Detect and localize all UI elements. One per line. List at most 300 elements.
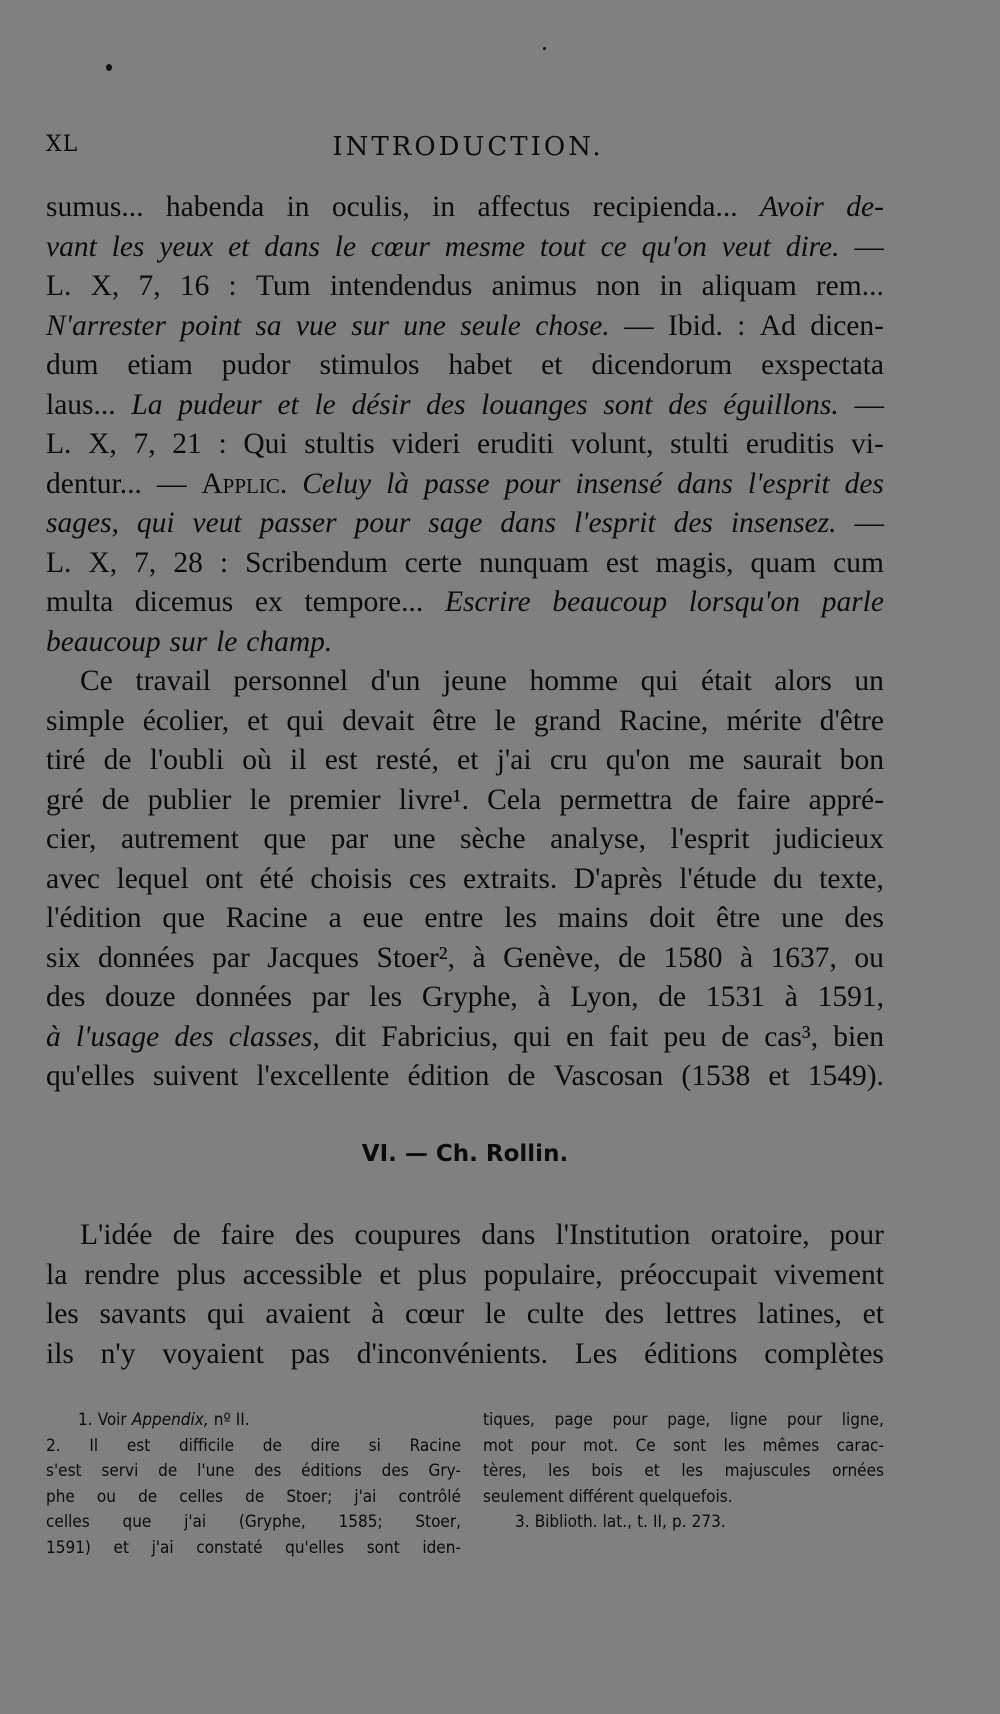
word: L. xyxy=(46,428,72,460)
word: sages, xyxy=(46,507,119,539)
word: passe xyxy=(424,467,490,500)
word: à xyxy=(46,1020,61,1053)
word: nº xyxy=(213,1410,231,1430)
footnote-line xyxy=(46,1510,461,1536)
word: savants xyxy=(99,1298,187,1330)
footnote-line xyxy=(483,1434,884,1460)
word: de xyxy=(158,1461,178,1481)
word: de xyxy=(172,1219,201,1251)
text-line xyxy=(46,781,884,821)
word: oratoire, xyxy=(710,1219,810,1251)
word: 1591) xyxy=(46,1537,91,1558)
word: 3. xyxy=(515,1512,530,1532)
word: mérite xyxy=(726,704,802,737)
word: 16 xyxy=(179,270,210,302)
word: difficile xyxy=(178,1435,235,1456)
word: et xyxy=(277,388,299,421)
word: des xyxy=(381,1461,409,1481)
word: l'esprit xyxy=(670,823,750,855)
text-line xyxy=(46,741,884,781)
word: voyaient xyxy=(162,1337,264,1370)
word: chose. xyxy=(535,309,610,342)
word: pas xyxy=(290,1337,330,1370)
word: des xyxy=(668,388,708,421)
word: désir xyxy=(351,388,411,421)
word: qu'on xyxy=(605,744,671,776)
word: Genève, xyxy=(503,941,601,974)
word: les xyxy=(681,1461,703,1481)
word: sa xyxy=(255,309,282,342)
word: oculis, xyxy=(331,191,410,223)
word: ligne, xyxy=(841,1410,884,1430)
word: beaucoup xyxy=(46,625,161,658)
word: l'esprit xyxy=(747,467,830,500)
word: écolier, xyxy=(142,704,230,737)
body-text xyxy=(46,188,884,1097)
word: peu xyxy=(663,1020,707,1053)
word: mot xyxy=(483,1435,514,1456)
word: pudeur xyxy=(178,388,262,421)
word: seulement xyxy=(483,1486,564,1507)
word: tiques, xyxy=(483,1410,535,1430)
word: travail xyxy=(135,665,211,697)
word: ont xyxy=(205,862,243,895)
footnote-line xyxy=(46,1485,461,1511)
word: : xyxy=(218,428,227,460)
word: qui xyxy=(136,507,175,539)
word: latines, xyxy=(757,1298,842,1330)
word: les xyxy=(548,1461,570,1481)
word: fait xyxy=(609,1020,649,1053)
ink-speck xyxy=(106,64,112,71)
word: Voir xyxy=(97,1410,127,1430)
word: in xyxy=(286,191,310,223)
word: Stoer; xyxy=(286,1486,333,1507)
word: Ibid. xyxy=(668,309,723,342)
word: majuscules xyxy=(724,1461,811,1481)
word: Applic. xyxy=(201,467,288,500)
word: de xyxy=(245,1486,265,1507)
word: est xyxy=(605,546,639,579)
text-line xyxy=(46,899,884,939)
word: cœur xyxy=(405,1298,465,1330)
word: aliquam xyxy=(701,270,797,302)
word: était xyxy=(700,665,752,697)
word: plus xyxy=(417,1258,467,1291)
text-line xyxy=(46,1057,884,1097)
word: eue xyxy=(362,902,404,934)
word: sont xyxy=(366,1537,400,1558)
word: accessible xyxy=(242,1258,363,1291)
word: dans xyxy=(481,1219,536,1251)
word: une xyxy=(403,309,446,342)
word: sont xyxy=(673,1435,707,1456)
word: être xyxy=(432,704,477,737)
word: tiré xyxy=(46,744,86,776)
word: et xyxy=(541,349,563,381)
footnote-line xyxy=(483,1485,884,1511)
word: seule xyxy=(460,309,521,342)
word: à xyxy=(784,981,798,1013)
word: des xyxy=(844,902,884,934)
word: louanges xyxy=(481,388,588,421)
word: suivent xyxy=(152,1060,239,1092)
word: cœur xyxy=(370,230,430,263)
word: la xyxy=(46,1258,68,1291)
word: L. xyxy=(46,546,72,579)
word: exspectata xyxy=(761,349,884,381)
word: le xyxy=(494,704,516,737)
word: dit xyxy=(334,1020,366,1053)
word: livre¹. xyxy=(398,783,470,816)
word: et xyxy=(457,744,479,776)
word: j'ai xyxy=(151,1537,174,1558)
word: été xyxy=(259,862,294,895)
word: des xyxy=(254,1461,282,1481)
word: et xyxy=(379,1258,401,1291)
ink-speck xyxy=(543,47,546,50)
word: contrôlé xyxy=(398,1486,461,1507)
word: par xyxy=(212,941,250,974)
word: l'étude xyxy=(679,862,757,895)
word: p. xyxy=(671,1512,687,1532)
word: s'est xyxy=(46,1461,82,1481)
word: autrement xyxy=(120,823,239,855)
word: beaucoup xyxy=(552,586,668,618)
word: Scribendum xyxy=(245,546,388,579)
word: sur xyxy=(169,625,208,658)
text-line xyxy=(46,860,884,900)
word: 273. xyxy=(691,1512,726,1532)
word: passer xyxy=(259,507,337,539)
word: quam xyxy=(750,546,817,579)
word: édition xyxy=(407,1060,490,1092)
word: une xyxy=(392,823,436,855)
word: habenda xyxy=(165,191,265,223)
word: six xyxy=(46,941,81,974)
word: animus xyxy=(491,270,577,302)
word: Celuy xyxy=(302,467,372,500)
word: qui xyxy=(513,1020,552,1053)
word: : xyxy=(228,270,237,302)
word: à xyxy=(371,1298,385,1330)
word: un xyxy=(854,665,884,697)
word: complètes xyxy=(764,1337,884,1370)
word: II, xyxy=(653,1512,667,1532)
word: servi xyxy=(101,1461,139,1481)
footnote-line xyxy=(483,1408,884,1434)
word: 1591, xyxy=(817,981,884,1013)
word: de xyxy=(721,1020,750,1053)
word: insensez. xyxy=(730,507,837,539)
word: rem... xyxy=(815,270,884,302)
word: que xyxy=(162,902,205,934)
text-line xyxy=(46,1256,884,1296)
quotation-paragraph xyxy=(46,188,884,662)
word: t. xyxy=(637,1512,648,1532)
footnote-line xyxy=(46,1459,461,1485)
word: l'excellente xyxy=(256,1060,390,1092)
word: Cela xyxy=(487,783,542,816)
footnote-line xyxy=(483,1459,884,1485)
word: l'une xyxy=(197,1461,235,1481)
word: Tum xyxy=(255,270,311,302)
word: L. xyxy=(46,270,72,302)
word: qu'elles xyxy=(285,1537,345,1558)
word: X, xyxy=(90,270,120,302)
word: vue xyxy=(295,309,337,342)
text-line xyxy=(46,504,884,544)
word: phe xyxy=(46,1486,75,1507)
text-line xyxy=(46,188,884,228)
word: dum xyxy=(46,349,99,381)
word: constaté xyxy=(196,1537,263,1558)
word: X, xyxy=(88,428,117,460)
word: etiam xyxy=(127,349,193,381)
word: à xyxy=(537,981,551,1013)
word: 1549). xyxy=(807,1060,884,1092)
word: qui xyxy=(286,704,325,737)
section-heading: VI. — Ch. Rollin. xyxy=(361,1141,569,1167)
word: stultis xyxy=(304,428,375,460)
word: stulti xyxy=(670,428,730,460)
word: bois xyxy=(591,1461,623,1481)
word: culte xyxy=(526,1298,585,1330)
word: des xyxy=(844,467,884,500)
word: à xyxy=(472,941,486,974)
word: que xyxy=(122,1512,152,1532)
word: qui xyxy=(207,1298,245,1330)
word: nunquam xyxy=(479,546,589,579)
word: videri xyxy=(391,428,461,460)
word: — xyxy=(156,467,187,500)
word: quelquefois. xyxy=(638,1486,733,1507)
word: saurait xyxy=(742,744,822,776)
word: in xyxy=(659,270,683,302)
word: vi- xyxy=(851,428,884,460)
word: point xyxy=(180,309,241,342)
text-line xyxy=(46,346,884,386)
text-line xyxy=(46,228,884,268)
word: Avoir xyxy=(760,191,824,223)
word: in xyxy=(432,191,456,223)
word: dicemus xyxy=(134,586,234,618)
word: 1585; xyxy=(338,1512,383,1532)
word: par xyxy=(330,823,369,855)
word: premier xyxy=(288,783,381,816)
word: dicen- xyxy=(810,309,884,342)
rollin-section-text xyxy=(46,1216,884,1374)
word: resté, xyxy=(375,744,439,776)
word: recipienda... xyxy=(592,191,738,223)
word: (Gryphe, xyxy=(238,1512,306,1532)
word: dentur... xyxy=(46,467,142,500)
word: de xyxy=(690,783,719,816)
word: et xyxy=(113,1537,129,1558)
word: mot. xyxy=(583,1435,619,1456)
word: ligne xyxy=(729,1410,768,1430)
word: mêmes xyxy=(762,1435,820,1456)
word: et xyxy=(228,230,250,263)
word: Fabricius, xyxy=(381,1020,499,1053)
word: devait xyxy=(342,704,415,737)
word: grand xyxy=(533,704,602,737)
word: jeune xyxy=(442,665,507,697)
word: — xyxy=(854,507,884,539)
word: pour xyxy=(829,1219,884,1251)
text-line xyxy=(46,465,884,505)
word: — xyxy=(854,230,884,263)
word: les xyxy=(369,981,403,1013)
word: l'oubli xyxy=(149,744,224,776)
word: de xyxy=(101,783,130,816)
word: homme xyxy=(529,665,618,697)
word: les xyxy=(723,1435,746,1456)
word: éditions xyxy=(301,1461,362,1481)
word: tout xyxy=(539,230,586,263)
word: magis, xyxy=(655,546,734,579)
word: publier xyxy=(147,783,232,816)
word: sur xyxy=(351,309,389,342)
word: Qui xyxy=(243,428,288,460)
word: de xyxy=(507,1060,536,1092)
text-line xyxy=(46,662,884,702)
word: j'ai xyxy=(184,1512,207,1532)
word: il xyxy=(290,744,307,776)
word: des xyxy=(46,981,86,1013)
word: faire xyxy=(736,783,791,816)
word: stimulos xyxy=(319,349,420,381)
word: intendendus xyxy=(329,270,473,302)
word: et xyxy=(644,1461,660,1481)
word: Biblioth. xyxy=(534,1512,598,1532)
word: tempore... xyxy=(304,586,424,618)
word: II. xyxy=(235,1410,250,1430)
word: a xyxy=(328,902,342,934)
word: l'édition xyxy=(46,902,142,934)
text-line xyxy=(46,702,884,742)
word: Gryphe, xyxy=(421,981,518,1013)
word: de xyxy=(103,744,132,776)
word: l'esprit xyxy=(573,507,656,539)
footnote-line xyxy=(483,1510,884,1536)
word: celles xyxy=(179,1486,224,1507)
word: simple xyxy=(46,704,125,737)
footnotes-left-column xyxy=(46,1408,461,1561)
word: est xyxy=(126,1435,151,1456)
word: des xyxy=(673,507,713,539)
word: dans xyxy=(677,467,733,500)
word: préoccupait xyxy=(619,1258,758,1291)
word: bien xyxy=(833,1020,884,1053)
word: sage xyxy=(428,507,483,539)
word: celles xyxy=(46,1512,90,1532)
word: 21 xyxy=(172,428,202,460)
word: Ad xyxy=(759,309,796,342)
word: lorsqu'on xyxy=(688,586,800,618)
word: là xyxy=(386,467,410,500)
word: données xyxy=(97,941,195,974)
word: différent xyxy=(568,1486,634,1507)
word: insensé xyxy=(575,467,663,500)
word: carac- xyxy=(836,1435,884,1456)
footnote-line xyxy=(46,1434,461,1460)
word: est xyxy=(324,744,358,776)
word: n'y xyxy=(100,1337,136,1370)
word: le xyxy=(314,388,336,421)
word: d'être xyxy=(819,704,884,737)
word: vant xyxy=(46,230,97,263)
word: non xyxy=(596,270,641,302)
text-line xyxy=(46,307,884,347)
text-line xyxy=(46,544,884,584)
word: pour xyxy=(787,1410,823,1430)
word: pudor xyxy=(221,349,291,381)
word: permettra xyxy=(559,783,673,816)
rollin-paragraph xyxy=(46,1216,884,1374)
word: 28 xyxy=(173,546,203,579)
word: 1. xyxy=(78,1410,93,1430)
word: dire xyxy=(310,1435,340,1456)
word: veut xyxy=(192,507,242,539)
word: eruditi xyxy=(476,428,554,460)
running-title: INTRODUCTION. xyxy=(332,132,604,162)
word: habet xyxy=(448,349,513,381)
word: yeux xyxy=(159,230,214,263)
word: veut xyxy=(721,230,771,263)
word: Les xyxy=(574,1337,618,1370)
word: entre xyxy=(424,902,484,934)
word: : xyxy=(737,309,746,342)
word: j'ai xyxy=(496,744,532,776)
word: qui xyxy=(640,665,679,697)
word: 1637, xyxy=(770,941,837,974)
word: de- xyxy=(846,191,884,223)
word: L'idée xyxy=(80,1219,153,1251)
footnotes-right-column xyxy=(483,1408,884,1536)
word: mains xyxy=(557,902,629,934)
text-line xyxy=(46,1018,884,1058)
word: pour xyxy=(354,507,411,539)
word: à xyxy=(739,941,754,974)
word: en xyxy=(566,1020,595,1053)
word: où xyxy=(242,744,272,776)
word: lettres xyxy=(664,1298,737,1330)
word: avec xyxy=(46,862,101,895)
text-line xyxy=(46,623,884,663)
text-line xyxy=(46,820,884,860)
word: ornées xyxy=(832,1461,884,1481)
word: Ce xyxy=(80,665,113,697)
word: 2. xyxy=(46,1435,61,1456)
page-header xyxy=(46,132,890,172)
word: page, xyxy=(667,1410,711,1430)
word: populaire, xyxy=(483,1258,603,1291)
word: La xyxy=(131,388,163,421)
word: ce xyxy=(600,230,627,263)
word: alors xyxy=(774,665,832,697)
word: éditions xyxy=(644,1337,738,1370)
word: et xyxy=(247,704,269,737)
word: d'un xyxy=(370,665,421,697)
word: sumus... xyxy=(46,191,144,223)
word: des xyxy=(295,1219,335,1251)
word: des xyxy=(174,1020,214,1053)
word: Racine xyxy=(225,902,308,934)
word: et xyxy=(862,1298,884,1330)
word: mesme xyxy=(444,230,526,263)
word: Racine, xyxy=(619,704,709,737)
